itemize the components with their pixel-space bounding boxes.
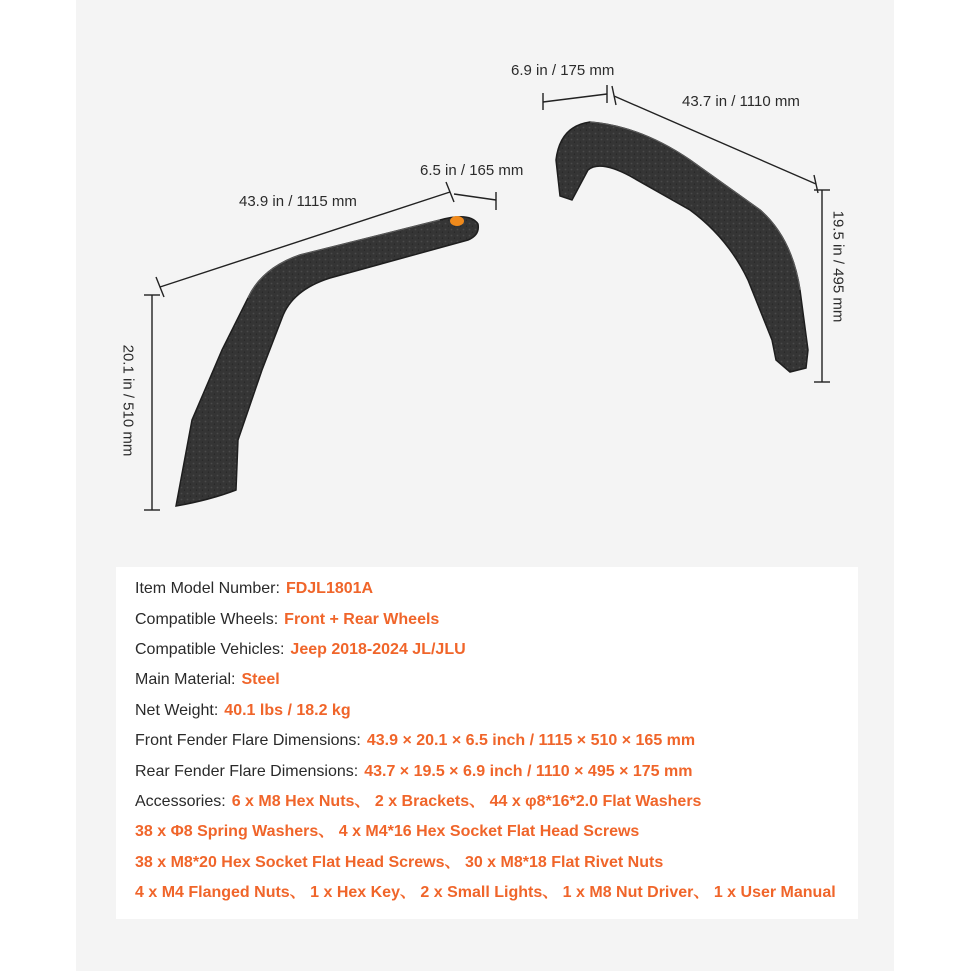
accessories-line: 6 x M8 Hex Nuts、 2 x Brackets、 44 x φ8*16*2.0 Flat Washers: [231, 793, 702, 810]
spec-row-accessories-cont: [135, 848, 663, 878]
front-length-label: 43.9 in / 1115 mm: [239, 193, 357, 210]
accessories-line: 38 x Φ8 Spring Washers、 4 x M4*16 Hex Socket Flat Head Screws: [135, 823, 640, 840]
rear-fender-flare: [556, 122, 808, 372]
spec-value: Jeep 2018-2024 JL/JLU: [290, 641, 466, 658]
spec-row-material: [135, 665, 280, 695]
spec-value: 43.9 × 20.1 × 6.5 inch / 1115 × 510 × 165 mm: [366, 732, 696, 749]
spec-row-wheels: [135, 605, 439, 635]
spec-card: [116, 567, 858, 919]
spec-value: 40.1 lbs / 18.2 kg: [224, 702, 351, 719]
spec-value: FDJL1801A: [285, 580, 374, 597]
spec-value: Front + Rear Wheels: [284, 611, 440, 628]
spec-label: Compatible Vehicles:: [135, 641, 285, 658]
spec-value: Steel: [241, 671, 280, 688]
accessories-line: 38 x M8*20 Hex Socket Flat Head Screws、 30 x M8*18 Flat Rivet Nuts: [135, 854, 664, 871]
spec-row-vehicles: [135, 635, 466, 665]
spec-value: 43.7 × 19.5 × 6.9 inch / 1110 × 495 × 175 mm: [364, 763, 693, 780]
spec-label: Net Weight:: [135, 702, 219, 719]
spec-row-accessories: [135, 787, 701, 817]
spec-row-front-dimensions: [135, 726, 695, 756]
front-fender-flare: [176, 217, 478, 506]
spec-row-accessories-cont: [135, 878, 836, 908]
spec-label: Front Fender Flare Dimensions:: [135, 732, 361, 749]
spec-row-rear-dimensions: [135, 757, 692, 787]
rear-length-label: 43.7 in / 1110 mm: [682, 93, 800, 110]
spec-row-weight: [135, 696, 351, 726]
rear-width-label: 6.9 in / 175 mm: [511, 62, 615, 79]
rear-height-label: 19.5 in / 495 mm: [829, 210, 847, 323]
spec-label: Accessories:: [135, 793, 226, 810]
spec-row-accessories-cont: [135, 817, 639, 847]
marker-light-icon: [450, 216, 464, 226]
front-width-label: 6.5 in / 165 mm: [420, 162, 524, 179]
spec-label: Main Material:: [135, 671, 236, 688]
spec-label: Compatible Wheels:: [135, 611, 279, 628]
accessories-line: 4 x M4 Flanged Nuts、 1 x Hex Key、 2 x Small Lights、 1 x M8 Nut Driver、 1 x User Manual: [135, 884, 836, 901]
spec-label: Item Model Number:: [135, 580, 280, 597]
spec-row-model: [135, 574, 373, 604]
front-height-label: 20.1 in / 510 mm: [119, 344, 137, 457]
spec-label: Rear Fender Flare Dimensions:: [135, 763, 359, 780]
dimension-lines: [144, 85, 830, 510]
